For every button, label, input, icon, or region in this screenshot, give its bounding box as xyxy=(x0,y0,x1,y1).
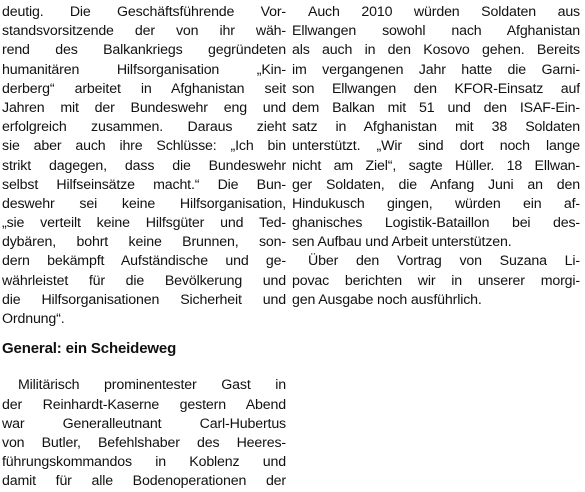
text-line: sie aber auch ihre Schlüsse: „Ich bin xyxy=(2,138,286,155)
text-line: ger Soldaten, die Anfang Juni an den xyxy=(292,176,580,193)
text-line: „sie verteilt keine Hilfsgüter und Ted- xyxy=(2,215,286,232)
text-line: Jahren mit der Bundeswehr eng und xyxy=(2,99,286,116)
text-line: ghanisches Logistik-Bataillon bei des- xyxy=(292,215,580,232)
text-line: unterstützt. „Wir sind dort noch lange xyxy=(292,138,580,155)
text-line: povac berichten wir in unserer morgi- xyxy=(292,272,580,289)
text-line: Ordnung“. xyxy=(2,311,65,327)
text-line: deswehr sei keine Hilfsorganisation, xyxy=(2,195,286,212)
text-line: die Hilfsorganisationen Sicherheit und xyxy=(2,291,286,308)
text-line: dem Balkan mit 51 und den ISAF-Ein- xyxy=(292,99,580,116)
subheading: General: ein Scheideweg xyxy=(2,340,177,358)
text-line: führungskommandos in Koblenz und xyxy=(2,454,286,471)
text-line: nicht am Ziel“, sagte Hüller. 18 Ellwan- xyxy=(292,157,580,174)
text-line: rend des Balkankriegs gegründeten xyxy=(2,42,286,59)
right-paragraph-1 xyxy=(292,3,580,252)
text-line: Auch 2010 würden Soldaten aus xyxy=(308,4,580,20)
text-line: sen Aufbau und Arbeit unterstützen. xyxy=(292,234,512,251)
text-line: erfolgreich zusammen. Daraus zieht xyxy=(2,119,286,136)
left-paragraph-1 xyxy=(2,3,286,329)
text-line: Hindukusch gingen, würden ein af- xyxy=(292,195,580,212)
text-line: war Generalleutnant Carl-Hubertus xyxy=(2,415,286,432)
text-line: währleistet für die Bevölkerung und xyxy=(2,272,286,289)
right-column xyxy=(292,3,580,310)
left-paragraph-2 xyxy=(2,376,286,491)
paragraph-gap xyxy=(2,358,286,376)
text-line: Militärisch prominentester Gast in xyxy=(18,377,286,394)
text-line: im vergangenen Jahr hatte die Garni- xyxy=(292,61,580,78)
right-paragraph-2 xyxy=(292,252,580,310)
text-line: Über den Vortrag von Suzana Li- xyxy=(308,253,580,270)
text-line: von Butler, Befehlshaber des Heeres- xyxy=(2,434,286,451)
text-line: Ellwangen sowohl nach Afghanistan xyxy=(292,23,580,40)
text-line: dybären, bohrt keine Brunnen, son- xyxy=(2,234,286,251)
text-line: son Ellwangen den KFOR-Einsatz auf xyxy=(292,80,580,97)
text-line: derberg“ arbeitet in Afghanistan seit xyxy=(2,80,286,97)
text-line: gen Ausgabe noch ausführlich. xyxy=(292,291,482,308)
text-line: damit für alle Bodenoperationen der xyxy=(2,473,286,490)
text-line: dern bekämpft Aufständische und ge- xyxy=(2,253,286,270)
left-column xyxy=(2,3,286,492)
text-line: selbst Hilfseinsätze macht.“ Die Bun- xyxy=(2,176,286,193)
text-line: deutig. Die Geschäftsführende Vor- xyxy=(2,4,286,20)
text-line: der Reinhardt-Kaserne gestern Abend xyxy=(2,396,286,413)
text-line: strikt dagegen, dass die Bundeswehr xyxy=(2,157,286,174)
text-line: satz in Afghanistan mit 38 Soldaten xyxy=(292,119,580,136)
text-line: humanitären Hilfsorganisation „Kin- xyxy=(2,61,286,78)
text-line: als auch in den Kosovo gehen. Bereits xyxy=(292,42,580,59)
text-line: standsvorsitzende der von ihr wäh- xyxy=(2,23,286,40)
